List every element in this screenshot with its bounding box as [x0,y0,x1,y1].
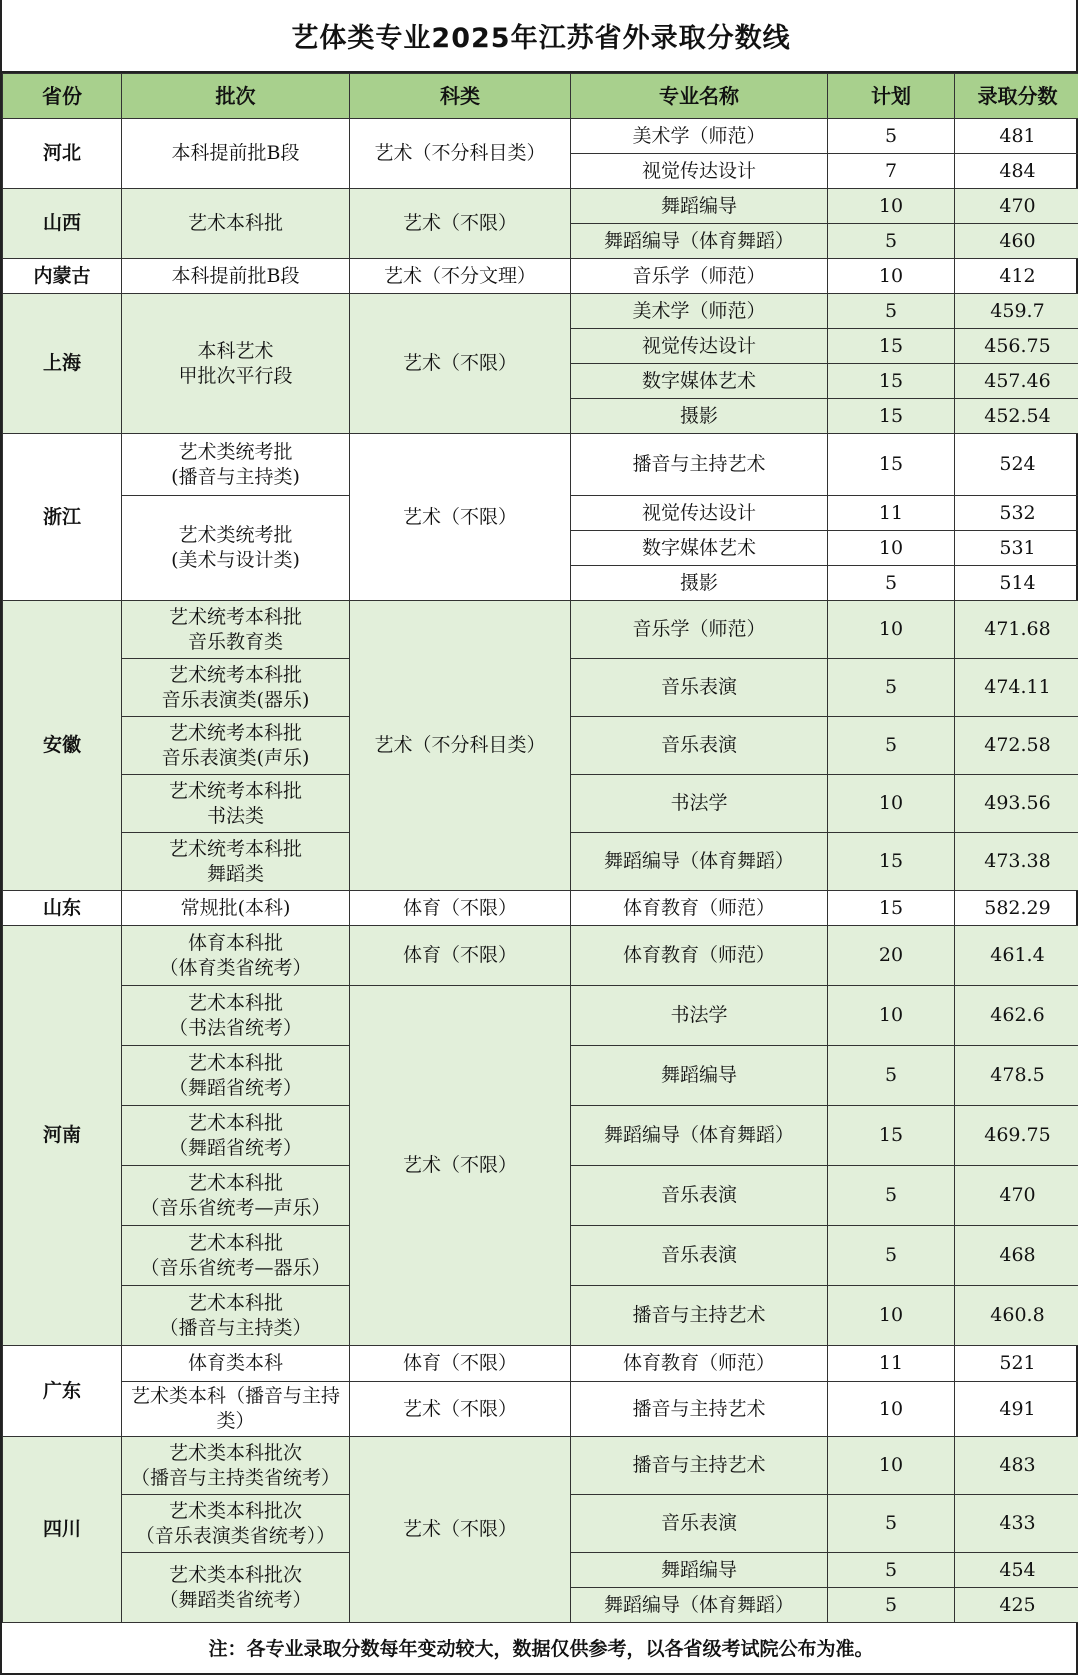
plan-cell: 10 [828,189,955,224]
plan-cell: 10 [828,775,955,833]
category-cell: 艺术（不分科目类） [350,119,571,189]
major-cell: 数字媒体艺术 [571,531,828,566]
category-cell: 艺术（不限） [350,294,571,434]
footnote: 注：各专业录取分数每年变动较大，数据仅供参考，以各省级考试院公布为准。 [2,1622,1078,1675]
batch-cell: 艺术统考本科批 书法类 [122,775,350,833]
score-cell: 433 [955,1495,1078,1553]
score-cell: 481 [955,119,1078,154]
score-cell: 454 [955,1553,1078,1588]
category-cell: 艺术（不限） [350,434,571,601]
plan-cell: 10 [828,259,955,294]
plan-cell: 10 [828,531,955,566]
batch-cell: 艺术本科批 （音乐省统考—声乐） [122,1166,350,1226]
score-cell: 478.5 [955,1046,1078,1106]
score-cell: 484 [955,154,1078,189]
batch-cell: 艺术统考本科批 音乐表演类(器乐) [122,659,350,717]
batch-cell: 艺术本科批 [122,189,350,259]
major-cell: 美术学（师范） [571,294,828,329]
score-table [2,73,1078,1623]
category-cell: 体育（不限） [350,926,571,986]
plan-cell: 15 [828,891,955,926]
score-cell: 472.58 [955,717,1078,775]
plan-cell: 5 [828,294,955,329]
major-cell: 播音与主持艺术 [571,1437,828,1495]
province-cell: 广东 [3,1346,122,1437]
score-cell: 462.6 [955,986,1078,1046]
plan-cell: 5 [828,1495,955,1553]
category-cell: 艺术（不限） [350,1382,571,1437]
plan-cell: 10 [828,986,955,1046]
plan-cell: 5 [828,1166,955,1226]
score-cell: 532 [955,496,1078,531]
plan-cell: 5 [828,224,955,259]
major-cell: 舞蹈编导 [571,189,828,224]
major-cell: 舞蹈编导（体育舞蹈） [571,833,828,891]
major-cell: 舞蹈编导（体育舞蹈） [571,1106,828,1166]
batch-cell: 本科提前批B段 [122,119,350,189]
major-cell: 舞蹈编导（体育舞蹈） [571,224,828,259]
province-cell: 内蒙古 [3,259,122,294]
major-cell: 视觉传达设计 [571,496,828,531]
major-cell: 音乐学（师范） [571,601,828,659]
major-cell: 书法学 [571,986,828,1046]
major-cell: 播音与主持艺术 [571,434,828,496]
category-cell: 艺术（不分文理） [350,259,571,294]
plan-cell: 15 [828,434,955,496]
score-cell: 493.56 [955,775,1078,833]
score-cell: 524 [955,434,1078,496]
plan-cell: 20 [828,926,955,986]
major-cell: 音乐表演 [571,1495,828,1553]
score-cell: 470 [955,1166,1078,1226]
batch-cell: 体育类本科 [122,1346,350,1382]
plan-cell: 10 [828,1286,955,1346]
major-cell: 书法学 [571,775,828,833]
category-cell: 体育（不限） [350,891,571,926]
score-cell: 521 [955,1346,1078,1382]
major-cell: 舞蹈编导 [571,1046,828,1106]
category-cell: 艺术（不限） [350,986,571,1346]
plan-cell: 5 [828,717,955,775]
major-cell: 音乐表演 [571,1226,828,1286]
major-cell: 摄影 [571,566,828,601]
score-cell: 514 [955,566,1078,601]
category-cell: 艺术（不限） [350,1437,571,1623]
batch-cell: 艺术本科批 （舞蹈省统考） [122,1046,350,1106]
score-cell: 531 [955,531,1078,566]
major-cell: 舞蹈编导（体育舞蹈） [571,1588,828,1623]
major-cell: 体育教育（师范） [571,1346,828,1382]
batch-cell: 常规批(本科) [122,891,350,926]
score-cell: 470 [955,189,1078,224]
score-cell: 473.38 [955,833,1078,891]
plan-cell: 15 [828,1106,955,1166]
header-province: 省份 [3,74,122,119]
batch-cell: 本科提前批B段 [122,259,350,294]
plan-cell: 10 [828,601,955,659]
major-cell: 摄影 [571,399,828,434]
plan-cell: 5 [828,659,955,717]
province-cell: 河北 [3,119,122,189]
batch-cell [122,294,350,434]
province-cell: 河南 [3,926,122,1346]
province-cell: 浙江 [3,434,122,601]
score-cell: 412 [955,259,1078,294]
plan-cell: 7 [828,154,955,189]
score-cell: 456.75 [955,329,1078,364]
plan-cell: 15 [828,399,955,434]
score-cell: 469.75 [955,1106,1078,1166]
province-cell: 安徽 [3,601,122,891]
province-cell: 上海 [3,294,122,434]
batch-cell: 艺术本科批 （音乐省统考—器乐） [122,1226,350,1286]
plan-cell: 11 [828,496,955,531]
major-cell: 舞蹈编导 [571,1553,828,1588]
score-cell: 471.68 [955,601,1078,659]
score-cell: 460.8 [955,1286,1078,1346]
batch-cell: 艺术本科批 （书法省统考） [122,986,350,1046]
score-cell: 582.29 [955,891,1078,926]
major-cell: 音乐表演 [571,659,828,717]
batch-cell: 艺术类本科（播音与主持 类） [122,1382,350,1437]
province-cell: 四川 [3,1437,122,1623]
major-cell: 美术学（师范） [571,119,828,154]
plan-cell: 10 [828,1382,955,1437]
batch-line: 本科艺术 甲批次平行段 [178,339,293,387]
major-cell: 体育教育（师范） [571,926,828,986]
plan-cell: 15 [828,833,955,891]
score-cell: 491 [955,1382,1078,1437]
plan-cell: 5 [828,119,955,154]
score-cell: 483 [955,1437,1078,1495]
major-cell: 数字媒体艺术 [571,364,828,399]
plan-cell: 5 [828,1226,955,1286]
plan-cell: 15 [828,364,955,399]
major-cell: 体育教育（师范） [571,891,828,926]
score-cell: 459.7 [955,294,1078,329]
batch-cell: 艺术类本科批次 （舞蹈类省统考） [122,1553,350,1623]
plan-cell: 5 [828,1553,955,1588]
header-score: 录取分数 [955,74,1078,119]
batch-cell: 艺术类统考批 (美术与设计类) [122,496,350,601]
batch-cell: 艺术类统考批 (播音与主持类) [122,434,350,496]
plan-cell: 11 [828,1346,955,1382]
province-cell: 山东 [3,891,122,926]
score-cell: 461.4 [955,926,1078,986]
batch-cell: 体育本科批 （体育类省统考） [122,926,350,986]
major-cell: 视觉传达设计 [571,154,828,189]
major-cell: 播音与主持艺术 [571,1286,828,1346]
major-cell: 视觉传达设计 [571,329,828,364]
plan-cell: 5 [828,566,955,601]
category-cell: 艺术（不分科目类） [350,601,571,891]
header-plan: 计划 [828,74,955,119]
major-cell: 音乐表演 [571,1166,828,1226]
batch-cell: 艺术类本科批次 （音乐表演类省统考）） [122,1495,350,1553]
major-cell: 音乐学（师范） [571,259,828,294]
major-cell: 音乐表演 [571,717,828,775]
score-cell: 457.46 [955,364,1078,399]
category-cell: 体育（不限） [350,1346,571,1382]
page-title: 艺体类专业2025年江苏省外录取分数线 [2,0,1078,73]
batch-cell: 艺术统考本科批 音乐表演类(声乐) [122,717,350,775]
score-cell: 452.54 [955,399,1078,434]
plan-cell: 15 [828,329,955,364]
category-cell: 艺术（不限） [350,189,571,259]
batch-cell: 艺术本科批 （舞蹈省统考） [122,1106,350,1166]
batch-cell: 艺术类本科批次 （播音与主持类省统考） [122,1437,350,1495]
header-major: 专业名称 [571,74,828,119]
batch-cell: 艺术统考本科批 舞蹈类 [122,833,350,891]
plan-cell: 5 [828,1588,955,1623]
plan-cell: 5 [828,1046,955,1106]
province-cell: 山西 [3,189,122,259]
plan-cell: 10 [828,1437,955,1495]
score-cell: 460 [955,224,1078,259]
batch-cell: 艺术统考本科批 音乐教育类 [122,601,350,659]
score-cell: 474.11 [955,659,1078,717]
score-cell: 468 [955,1226,1078,1286]
major-cell: 播音与主持艺术 [571,1382,828,1437]
header-batch: 批次 [122,74,350,119]
score-cell: 425 [955,1588,1078,1623]
header-category: 科类 [350,74,571,119]
batch-cell: 艺术本科批 （播音与主持类） [122,1286,350,1346]
